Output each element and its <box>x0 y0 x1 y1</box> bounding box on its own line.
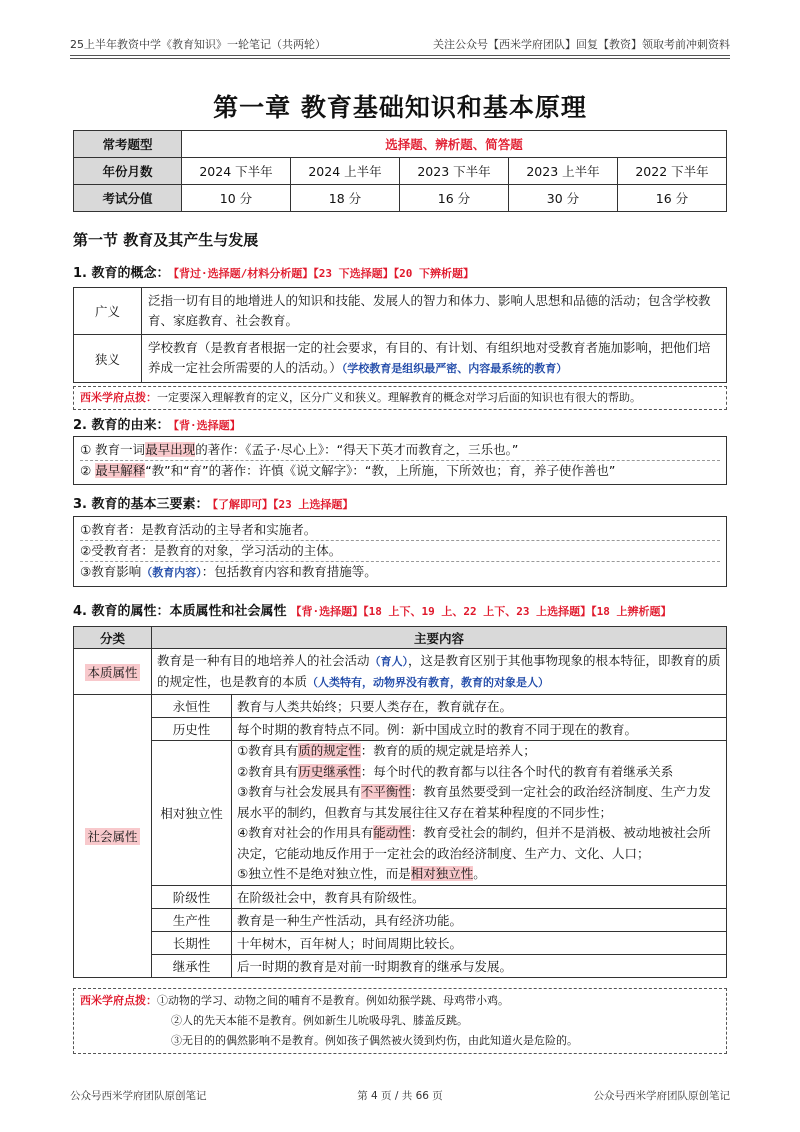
header-rule <box>70 58 730 59</box>
footer-right: 公众号西米学府团队原创笔记 <box>593 1090 730 1102</box>
page-number: 第 4 页 / 共 66 页 <box>357 1090 443 1102</box>
narrow-label: 狭义 <box>74 335 142 383</box>
element-line: ①教育者：是教育活动的主导者和实施者。 <box>80 520 720 541</box>
score-label: 考试分值 <box>74 185 182 212</box>
exam-info-table <box>73 130 727 212</box>
attributes-heading <box>73 600 671 619</box>
score-cell: 16 分 <box>400 185 509 212</box>
relative-line-4 <box>237 823 721 864</box>
element-line: ②受教育者：是教育的对象，学习活动的主体。 <box>80 541 720 562</box>
tip2-line-3: ③无目的的偶然影响不是教育。例如孩子偶然被火烫到灼伤，由此知道火是危险的。 <box>171 1034 578 1047</box>
r4-b: ：教育受社会的制约，但并不是消极、被动地被社会所决定，它能动地反作用于一定社会的政治经济制度、生产力、文化、人口； <box>237 825 711 861</box>
year-label: 年份月数 <box>74 158 182 185</box>
score-cell: 18 分 <box>291 185 400 212</box>
col-content: 主要内容 <box>152 627 727 649</box>
essence-label: 本质属性 <box>87 664 138 680</box>
tip2-label: 西米学府点拨： <box>80 994 157 1007</box>
attr-name: 阶级性 <box>152 885 232 908</box>
relative-line-5 <box>237 864 721 885</box>
essence-b: ，这是教育区别于其他事物现象的根本特征，即教育的质的规定性，也是教育的本质 <box>157 652 721 689</box>
attr-name: 长期性 <box>152 931 232 954</box>
tip-box-1 <box>73 386 727 410</box>
tip-box-2 <box>73 988 727 1054</box>
elements-tag: 【了解即可】【23 上选择题】 <box>212 498 354 511</box>
essence-note1: （育人） <box>369 654 409 668</box>
r2-highlight: 历史继承性 <box>298 763 361 779</box>
tip2-line-1 <box>80 991 720 1011</box>
score-cell: 16 分 <box>618 185 727 212</box>
r3-b: ：教育虽然要受到一定社会的政治经济制度、生产力发展水平的制约，但教育与其发展往往又存在着某种程度的不同步性； <box>237 784 711 820</box>
attr-name: 历史性 <box>152 718 232 741</box>
attr-name: 生产性 <box>152 908 232 931</box>
attributes-table <box>73 626 727 978</box>
origin-l2-highlight: 最早解释 <box>95 463 146 478</box>
elements-heading-text: 3. 教育的基本三要素： <box>73 497 209 512</box>
essence-note2: （人类特有，动物界没有教育，教育的对象是人） <box>307 675 550 689</box>
elements-box <box>73 516 727 587</box>
elements-heading <box>73 493 353 512</box>
essence-a: 教育是一种有目的地培养人的社会活动 <box>157 652 370 668</box>
attr-text: 教育是一种生产性活动，具有经济功能。 <box>232 908 727 931</box>
origin-line-1 <box>80 440 720 461</box>
attr-text: 教育与人类共始终；只要人类存在，教育就存在。 <box>232 695 727 718</box>
concept-tag: 【背过·选择题/材料分析题】【23 下选择题】【20 下辨析题】 <box>173 267 474 280</box>
element-line-3 <box>80 562 720 583</box>
origin-box <box>73 436 727 485</box>
score-cell: 10 分 <box>182 185 291 212</box>
origin-l1-highlight: 最早出现 <box>145 442 196 457</box>
r3-highlight: 不平衡性 <box>360 784 411 799</box>
attributes-tag: 【背·选择题】【18 上下、19 上、22 上下、23 上选择题】【18 上辨析题】 <box>290 605 672 618</box>
origin-heading <box>73 414 241 433</box>
broad-text: 泛指一切有目的地增进人的知识和技能、发展人的智力和体力、影响人思想和品德的活动；包含学校教育、家庭教育、社会教育。 <box>142 288 727 335</box>
concept-table <box>73 287 727 383</box>
year-cell: 2023 下半年 <box>400 158 509 185</box>
year-cell: 2024 上半年 <box>291 158 400 185</box>
header-left: 25上半年教资中学《教育知识》一轮笔记（共两轮） <box>70 38 326 51</box>
score-cell: 30 分 <box>509 185 618 212</box>
r3-a: ③教育与社会发展具有 <box>237 784 361 799</box>
r4-highlight: 能动性 <box>373 825 411 840</box>
page-footer <box>70 1088 730 1103</box>
section-title: 第一节 教育及其产生与发展 <box>73 231 259 249</box>
page-header <box>70 36 730 56</box>
element-l3-a: ③教育影响 <box>80 564 142 579</box>
attr-text: 每个时期的教育特点不同。例：新中国成立时的教育不同于现在的教育。 <box>232 718 727 741</box>
question-type-value: 选择题、辨析题、简答题 <box>182 131 727 158</box>
r5-a: ⑤独立性不是绝对独立性，而是 <box>237 866 411 881</box>
broad-label: 广义 <box>74 288 142 335</box>
essence-content <box>152 649 727 695</box>
origin-l1-a: ① 教育一词 <box>80 442 146 457</box>
tip2-l1: ①动物的学习、动物之间的哺育不是教育。例如幼猴学跳、母鸡带小鸡。 <box>157 994 509 1007</box>
tip-text: 一定要深入理解教育的定义，区分广义和狭义。理解教育的概念对学习后面的知识也有很大的帮助。 <box>157 391 641 404</box>
concept-heading-text: 1. 教育的概念： <box>73 266 170 281</box>
year-cell: 2022 下半年 <box>618 158 727 185</box>
r1-b: ：教育的质的规定就是培养人； <box>360 743 536 758</box>
tip-label: 西米学府点拨： <box>80 391 157 404</box>
r1-a: ①教育具有 <box>237 743 299 758</box>
social-label: 社会属性 <box>87 828 138 844</box>
relative-line-3 <box>237 782 721 823</box>
relative-content <box>232 741 727 886</box>
year-cell: 2024 下半年 <box>182 158 291 185</box>
attr-name: 永恒性 <box>152 695 232 718</box>
element-l3-note: （教育内容） <box>141 566 202 579</box>
r2-b: ：每个时代的教育都与以往各个时代的教育有着继承关系 <box>360 763 674 779</box>
origin-tag: 【背·选择题】 <box>173 419 241 432</box>
relative-line-1 <box>237 741 721 762</box>
origin-line-2 <box>80 461 720 481</box>
attr-text: 在阶级社会中，教育具有阶级性。 <box>232 885 727 908</box>
r5-b: 。 <box>473 866 486 881</box>
r1-highlight: 质的规定性 <box>298 743 361 758</box>
narrow-note: （学校教育是组织最严密、内容最系统的教育） <box>341 362 568 375</box>
narrow-cell <box>142 335 727 383</box>
header-right: 关注公众号【西米学府团队】回复【教资】领取考前冲刺资料 <box>433 38 730 51</box>
question-type-label: 常考题型 <box>74 131 182 158</box>
footer-left: 公众号西米学府团队原创笔记 <box>70 1090 207 1102</box>
narrow-text: 学校教育（是教育者根据一定的社会要求，有目的、有计划、有组织地对受教育者施加影响，把他们培养成一定社会所需要的人的活动。） <box>148 340 711 375</box>
attr-text: 后一时期的教育是对前一时期教育的继承与发展。 <box>232 954 727 977</box>
attr-text: 十年树木，百年树人；时间周期比较长。 <box>232 931 727 954</box>
tip2-line-2: ②人的先天本能不是教育。例如新生儿吮吸母乳、膝盖反跳。 <box>171 1014 468 1027</box>
attr-name: 继承性 <box>152 954 232 977</box>
relative-line-2 <box>237 762 721 783</box>
social-cell <box>74 695 152 978</box>
attr-name-relative: 相对独立性 <box>152 741 232 886</box>
concept-heading <box>73 262 474 281</box>
origin-l2-b: “教”和“育”的著作：许慎《说文解字》：“教，上所施，下所效也；育，养子使作善也” <box>145 463 616 478</box>
r4-a: ④教育对社会的作用具有 <box>237 825 374 840</box>
element-l3-b: ：包括教育内容和教育措施等。 <box>201 564 377 579</box>
chapter-title: 第一章 教育基础知识和基本原理 <box>213 93 587 122</box>
r5-highlight: 相对独立性 <box>410 866 474 881</box>
attributes-heading-text: 4. 教育的属性：本质属性和社会属性 <box>73 604 287 619</box>
r2-a: ②教育具有 <box>237 763 299 779</box>
col-category: 分类 <box>74 627 152 649</box>
year-cell: 2023 上半年 <box>509 158 618 185</box>
essence-cell <box>74 649 152 695</box>
origin-heading-text: 2. 教育的由来： <box>73 418 170 433</box>
origin-l2-a: ② <box>80 463 96 478</box>
origin-l1-b: 的著作：《孟子·尽心上》：“得天下英才而教育之，三乐也。” <box>195 442 519 457</box>
